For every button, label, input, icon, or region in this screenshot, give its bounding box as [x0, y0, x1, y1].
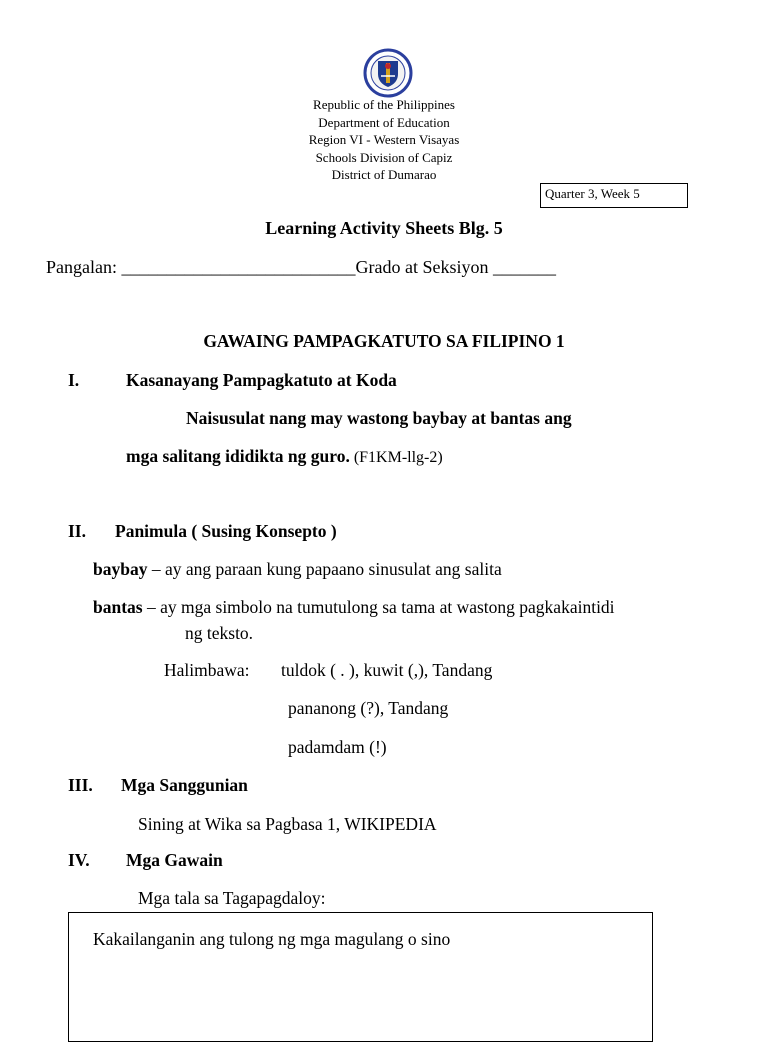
notes-label: Mga tala sa Tagapagdaloy:: [138, 888, 326, 908]
header-district: District of Dumarao: [331, 167, 437, 182]
header-republic: Republic of the Philippines: [313, 97, 455, 112]
baybay-term: baybay: [93, 559, 148, 579]
reference-text: Sining at Wika sa Pagbasa 1, WIKIPEDIA: [138, 814, 437, 834]
section-3-numeral: III.: [68, 775, 93, 795]
header-region: Region VI - Western Visayas: [308, 132, 460, 147]
competency-text: mga salitang ididikta ng guro.: [126, 446, 350, 466]
example-line1: tuldok ( . ), kuwit (,), Tandang: [281, 660, 493, 680]
name-label: Pangalan:: [46, 257, 117, 277]
grade-label: Grado at Seksiyon: [355, 257, 489, 277]
subject-title: [0, 331, 768, 352]
example-label: Halimbawa:: [164, 660, 250, 680]
baybay-definition: [93, 559, 502, 580]
example-line2: pananong (?), Tandang: [288, 698, 449, 718]
example-line3: padamdam (!): [288, 737, 387, 757]
bantas-definition: [93, 597, 615, 618]
sheet-title: Learning Activity Sheets Blg. 5: [265, 218, 503, 238]
quarter-week-box: Quarter 3, Week 5: [540, 183, 688, 208]
bantas-def-continued: ng teksto.: [185, 623, 254, 643]
section-1-line1: Naisusulat nang may wastong baybay at bantas ang: [186, 408, 572, 428]
grade-blank[interactable]: _______: [492, 257, 556, 277]
bantas-term: bantas: [93, 597, 143, 617]
section-4-numeral: IV.: [68, 850, 90, 870]
notes-box: [68, 912, 653, 1042]
baybay-def: – ay ang paraan kung papaano sinusulat ang salita: [147, 559, 502, 579]
section-4-heading: Mga Gawain: [126, 850, 223, 870]
header-department: Department of Education: [318, 114, 450, 130]
name-blank[interactable]: __________________________: [121, 257, 356, 277]
section-1-numeral: I.: [68, 370, 80, 390]
section-2-numeral: II.: [68, 521, 86, 541]
bantas-def: – ay mga simbolo na tumutulong sa tama at wastong pagkakaintidi: [142, 597, 615, 617]
competency-code: (F1KM-llg-2): [349, 449, 443, 466]
section-3-heading: Mga Sanggunian: [121, 775, 248, 795]
section-2-heading: Panimula ( Susing Konsepto ): [115, 521, 337, 541]
section-1-line2: [126, 446, 443, 467]
header-division: Schools Division of Capiz: [315, 149, 453, 165]
deped-seal-icon: [362, 48, 414, 98]
subject-title-text: GAWAING PAMPAGKATUTO SA FILIPINO 1: [203, 331, 565, 351]
notes-text: Kakailanganin ang tulong ng mga magulang o sino: [93, 929, 451, 949]
name-grade-line: [46, 257, 556, 278]
section-1-heading: Kasanayang Pampagkatuto at Koda: [126, 370, 397, 390]
